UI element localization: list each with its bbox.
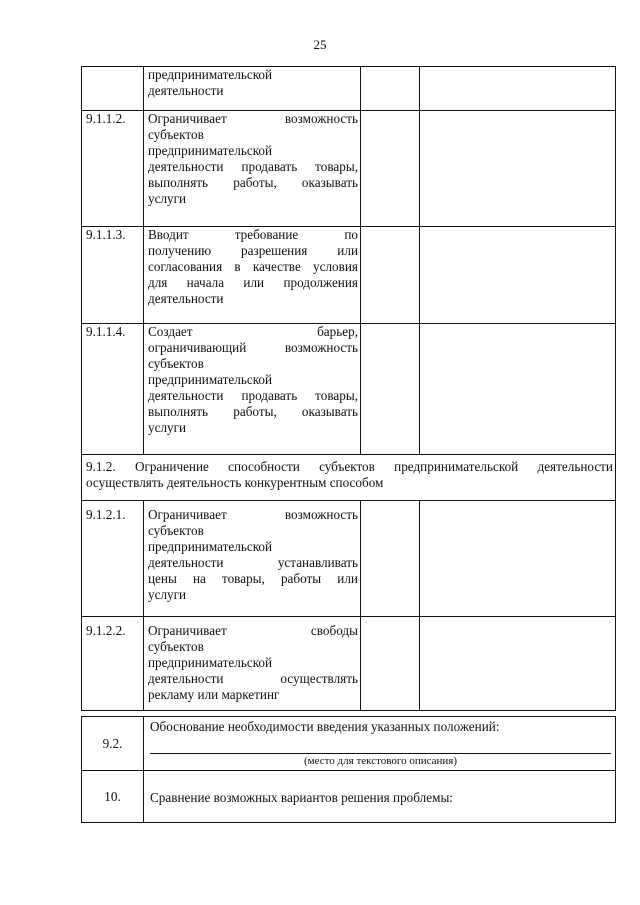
item-number: 9.2. xyxy=(82,717,144,771)
row-text-line: ограничивающий возможность xyxy=(148,340,358,355)
row-text-line: деятельности xyxy=(148,83,224,98)
empty-cell xyxy=(361,111,420,227)
empty-cell xyxy=(420,324,616,455)
row-text xyxy=(144,111,361,227)
item-number: 10. xyxy=(82,771,144,823)
row-text-line: цены на товары, работы или xyxy=(148,571,358,586)
row-text-line: выполнять работы, оказывать xyxy=(148,404,358,419)
table-row xyxy=(82,227,616,324)
row-text-line: деятельности xyxy=(148,291,224,306)
item-9-2-row xyxy=(82,717,616,771)
row-number: 9.1.2.1. xyxy=(82,501,144,617)
row-text-line: Ограничивает свободы xyxy=(148,623,358,638)
empty-cell xyxy=(420,111,616,227)
row-text-line: деятельности продавать товары, xyxy=(148,388,358,403)
row-number: 9.1.2.2. xyxy=(82,617,144,711)
row-text-line: получению разрешения или xyxy=(148,243,358,258)
empty-cell xyxy=(361,617,420,711)
table-row xyxy=(82,111,616,227)
section-row xyxy=(82,455,616,501)
row-text-line: Вводит требование по xyxy=(148,227,358,242)
section-row-text: 9.1.2. Ограничение способности субъектов предпринимательской деятельности осуществлять деятельность конкурентным способом xyxy=(82,455,616,501)
empty-cell xyxy=(420,67,616,111)
row-text-line: предпринимательской xyxy=(148,655,273,670)
row-text-line: Ограничивает возможность xyxy=(148,507,358,522)
item-10-row xyxy=(82,771,616,823)
row-number xyxy=(82,67,144,111)
row-text-line: предпринимательской xyxy=(148,372,273,387)
row-text xyxy=(144,324,361,455)
empty-cell xyxy=(420,227,616,324)
row-text-line: деятельности осуществлять xyxy=(148,671,358,686)
row-text-line: субъектов xyxy=(148,523,204,538)
text-entry-caption: (место для текстового описания) xyxy=(303,755,458,767)
item-body xyxy=(144,771,616,823)
row-text xyxy=(144,501,361,617)
row-text-line: Ограничивает возможность xyxy=(148,111,358,126)
row-text-line: выполнять работы, оказывать xyxy=(148,175,358,190)
item-title: Обоснование необходимости введения указанных положений: xyxy=(150,719,500,734)
row-text-line: предпринимательской xyxy=(148,539,273,554)
empty-cell xyxy=(361,324,420,455)
row-text xyxy=(144,617,361,711)
row-number: 9.1.1.4. xyxy=(82,324,144,455)
items-table xyxy=(81,716,616,823)
empty-cell xyxy=(361,501,420,617)
row-text-line: услуги xyxy=(148,420,187,435)
row-text-line: субъектов xyxy=(148,127,204,142)
row-text-line: субъектов xyxy=(148,356,204,371)
regulation-table xyxy=(81,66,616,711)
item-title: Сравнение возможных вариантов решения проблемы: xyxy=(150,789,453,805)
table-row xyxy=(82,501,616,617)
row-text xyxy=(144,67,361,111)
row-text-line: Создает барьер, xyxy=(148,324,358,339)
empty-cell xyxy=(420,501,616,617)
empty-cell xyxy=(361,227,420,324)
empty-cell xyxy=(420,617,616,711)
empty-cell xyxy=(361,67,420,111)
row-text-line: согласования в качестве условия xyxy=(148,259,358,274)
page-number: 25 xyxy=(313,37,327,52)
row-text-line: рекламу или маркетинг xyxy=(148,687,280,702)
row-text-line: предпринимательской xyxy=(148,67,273,82)
item-body xyxy=(144,717,616,771)
row-number: 9.1.1.2. xyxy=(82,111,144,227)
row-text-line: услуги xyxy=(148,587,187,602)
table-row xyxy=(82,67,616,111)
row-text-line: для начала или продолжения xyxy=(148,275,358,290)
row-text-line: субъектов xyxy=(148,639,204,654)
table-row xyxy=(82,617,616,711)
row-text-line: деятельности устанавливать xyxy=(148,555,358,570)
row-number: 9.1.1.3. xyxy=(82,227,144,324)
table-row xyxy=(82,324,616,455)
row-text xyxy=(144,227,361,324)
row-text-line: предпринимательской xyxy=(148,143,273,158)
row-text-line: деятельности продавать товары, xyxy=(148,159,358,174)
row-text-line: услуги xyxy=(148,191,187,206)
